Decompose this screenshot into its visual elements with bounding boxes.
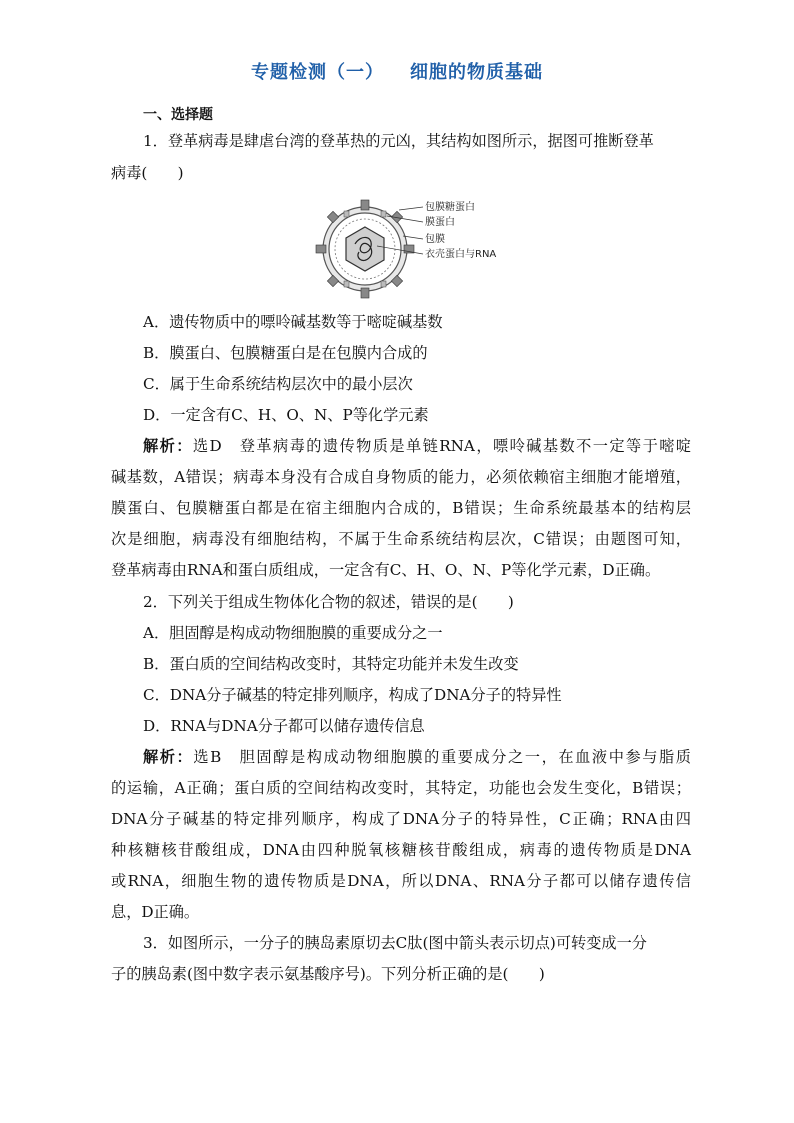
q1-analysis-line5: 登革病毒由RNA和蛋白质组成，一定含有C、H、O、N、P等化学元素，D正确。: [111, 561, 661, 579]
q1-stem-line1: 1．登革病毒是肆虐台湾的登革热的元凶，其结构如图所示，据图可推断登革: [143, 132, 654, 150]
page-title: [0, 58, 794, 84]
virus-structure-figure: [315, 196, 525, 306]
title-part1: 专题检测（一）: [251, 62, 384, 83]
q2-option-a: A．胆固醇是构成动物细胞膜的重要成分之一: [143, 624, 443, 642]
q1-stem-line2: 病毒( ): [111, 164, 184, 182]
q2-analysis-line4: 种核糖核苷酸组成，DNA由四种脱氧核糖核苷酸组成，病毒的遗传物质是DNA: [111, 841, 691, 859]
q2-analysis-line3: DNA分子碱基的特定排列顺序，构成了DNA分子的特异性，C正确；RNA由四: [111, 810, 691, 828]
q1-option-c: C．属于生命系统结构层次中的最小层次: [143, 375, 413, 393]
q3-stem-line1: 3．如图所示，一分子的胰岛素原切去C肽(图中箭头表示切点)可转变成一分: [143, 934, 647, 952]
q1-analysis-line4: 次是细胞，病毒没有细胞结构，不属于生命系统结构层次，C错误；由题图可知，: [111, 530, 691, 548]
q1-analysis-line2: 碱基数，A错误；病毒本身没有合成自身物质的能力，必须依赖宿主细胞才能增殖，: [111, 468, 691, 486]
q2-analysis-line6: 息，D正确。: [111, 903, 200, 921]
q2-option-b: B．蛋白质的空间结构改变时，其特定功能并未发生改变: [143, 655, 519, 673]
q2-analysis-line1: [143, 747, 691, 767]
q1-analysis-line3: 膜蛋白、包膜糖蛋白都是在宿主细胞内合成的，B错误；生命系统最基本的结构层: [111, 499, 691, 517]
label-envelope: 包膜: [425, 234, 445, 245]
q2-analysis-label: 解析：: [143, 748, 194, 766]
q2-analysis-text1: 选B 胆固醇是构成动物细胞膜的重要成分之一，在血液中参与脂质: [193, 748, 691, 766]
q2-stem: 2．下列关于组成生物体化合物的叙述，错误的是( ): [143, 593, 514, 611]
q1-option-b: B．膜蛋白、包膜糖蛋白是在包膜内合成的: [143, 344, 428, 362]
q2-option-d: D．RNA与DNA分子都可以储存遗传信息: [143, 717, 425, 735]
q2-analysis-line5: 或RNA，细胞生物的遗传物质是DNA，所以DNA、RNA分子都可以储存遗传信: [111, 872, 691, 890]
label-capsid-rna: 衣壳蛋白与RNA: [425, 249, 497, 260]
q1-option-a: A．遗传物质中的嘌呤碱基数等于嘧啶碱基数: [143, 313, 443, 331]
label-envelope-glycoprotein: 包膜糖蛋白: [425, 202, 475, 213]
q1-analysis-label: 解析：: [143, 437, 193, 455]
label-membrane-protein: 膜蛋白: [425, 217, 455, 228]
q1-analysis-line1: [143, 436, 691, 456]
q3-stem-line2: 子的胰岛素(图中数字表示氨基酸序号)。下列分析正确的是( ): [111, 965, 545, 983]
q2-option-c: C．DNA分子碱基的特定排列顺序，构成了DNA分子的特异性: [143, 686, 562, 704]
title-part2: 细胞的物质基础: [410, 62, 543, 83]
q1-option-d: D．一定含有C、H、O、N、P等化学元素: [143, 406, 429, 424]
q2-analysis-line2: 的运输，A正确；蛋白质的空间结构改变时，其特定，功能也会发生变化，B错误；: [111, 779, 691, 797]
section-heading: 一、选择题: [143, 107, 213, 123]
q1-analysis-text1: 选D 登革病毒的遗传物质是单链RNA，嘌呤碱基数不一定等于嘧啶: [192, 437, 691, 455]
